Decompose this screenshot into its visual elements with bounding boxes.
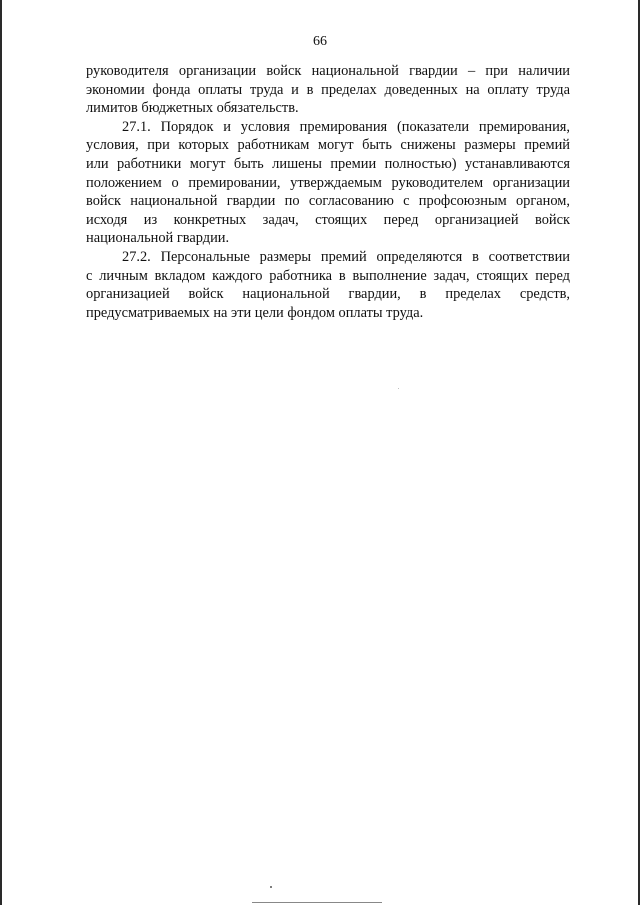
scan-artifact [270,886,272,888]
text-line: войск национальной гвардии по согласованию с профсоюзным органом, [86,193,570,210]
text-line: с личным вкладом каждого работника в выполнение задач, стоящих перед [86,267,570,284]
text-line: 27.2. Персональные размеры премий определяются в соответствии [122,248,570,265]
text-line: положением о премировании, утверждаемым руководителем организации [86,174,570,191]
text-line: 27.1. Порядок и условия премирования (показатели премирования, [122,118,570,135]
text-line: условия, при которых работникам могут быть снижены размеры премий [86,137,570,154]
text-line: лимитов бюджетных обязательств. [86,100,299,117]
text-line: национальной гвардии. [86,230,230,247]
scan-border-left [0,0,2,905]
document-body [86,62,570,322]
scan-artifact [252,902,382,903]
paragraph-27-2 [86,248,570,322]
scan-artifact [398,388,399,389]
text-line: предусматриваемых на эти цели фондом оплаты труда. [86,304,424,321]
text-line: исходя из конкретных задач, стоящих перед организацией войск [86,211,570,228]
text-line: или работники могут быть лишены премии полностью) устанавливаются [86,155,570,172]
paragraph-1 [86,62,570,118]
text-line: организацией войск национальной гвардии, в пределах средств, [86,286,570,303]
page-number: 66 [313,34,327,49]
text-line: экономии фонда оплаты труда и в пределах доведенных на оплату труда [86,81,570,98]
text-line: руководителя организации войск национальной гвардии – при наличии [86,63,570,79]
paragraph-27-1 [86,118,570,248]
